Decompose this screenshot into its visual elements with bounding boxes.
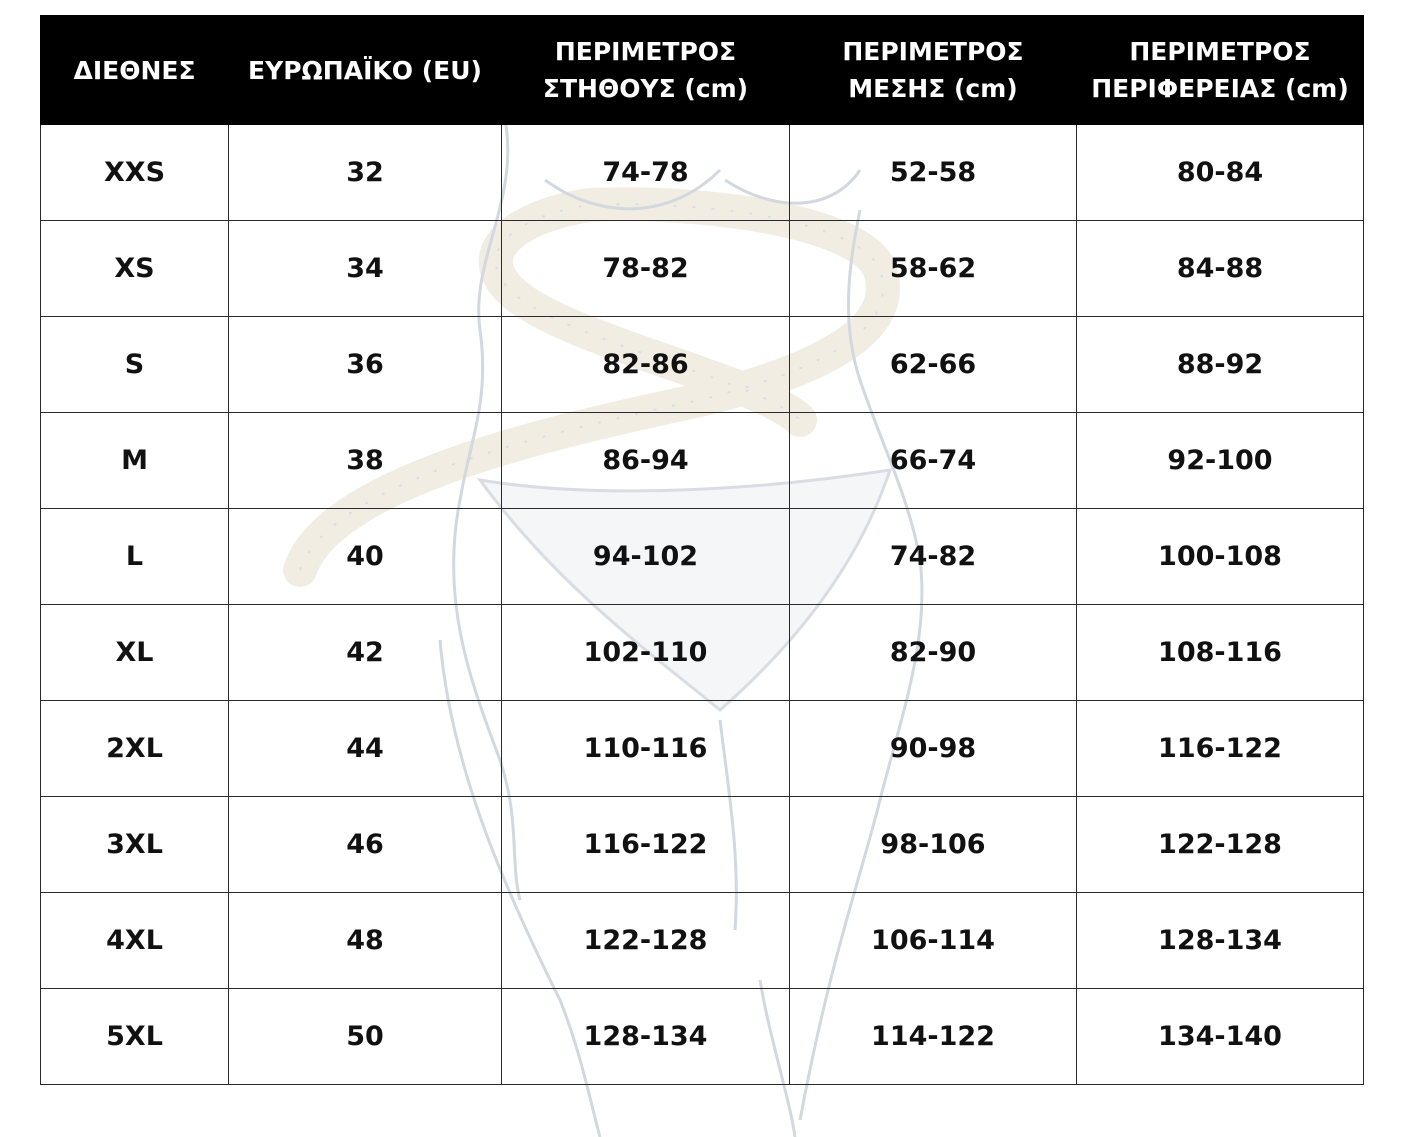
header-european-eu: ΕΥΡΩΠΑΪΚΟ (EU) bbox=[229, 16, 502, 125]
cell-hips: 134-140 bbox=[1077, 989, 1364, 1085]
table-row bbox=[41, 125, 1364, 221]
cell-hips: 116-122 bbox=[1077, 701, 1364, 797]
table-row bbox=[41, 413, 1364, 509]
cell-hips: 88-92 bbox=[1077, 317, 1364, 413]
cell-waist: 62-66 bbox=[790, 317, 1077, 413]
cell-waist: 74-82 bbox=[790, 509, 1077, 605]
header-hip-circumference: ΠΕΡΙΜΕΤΡΟΣ ΠΕΡΙΦΕΡΕΙΑΣ (cm) bbox=[1077, 16, 1364, 125]
cell-international: 4XL bbox=[41, 893, 229, 989]
table-row bbox=[41, 317, 1364, 413]
table-header bbox=[41, 16, 1364, 125]
cell-international: 3XL bbox=[41, 797, 229, 893]
cell-waist: 114-122 bbox=[790, 989, 1077, 1085]
cell-european: 40 bbox=[229, 509, 502, 605]
cell-bust: 94-102 bbox=[502, 509, 790, 605]
cell-european: 46 bbox=[229, 797, 502, 893]
table-row bbox=[41, 989, 1364, 1085]
table-row bbox=[41, 605, 1364, 701]
cell-european: 32 bbox=[229, 125, 502, 221]
cell-waist: 98-106 bbox=[790, 797, 1077, 893]
cell-international: L bbox=[41, 509, 229, 605]
cell-waist: 58-62 bbox=[790, 221, 1077, 317]
cell-hips: 100-108 bbox=[1077, 509, 1364, 605]
cell-european: 36 bbox=[229, 317, 502, 413]
cell-european: 44 bbox=[229, 701, 502, 797]
cell-european: 42 bbox=[229, 605, 502, 701]
cell-international: XXS bbox=[41, 125, 229, 221]
cell-international: XS bbox=[41, 221, 229, 317]
header-waist-circumference: ΠΕΡΙΜΕΤΡΟΣ ΜΕΣΗΣ (cm) bbox=[790, 16, 1077, 125]
cell-hips: 80-84 bbox=[1077, 125, 1364, 221]
cell-international: M bbox=[41, 413, 229, 509]
cell-hips: 128-134 bbox=[1077, 893, 1364, 989]
cell-bust: 78-82 bbox=[502, 221, 790, 317]
cell-bust: 86-94 bbox=[502, 413, 790, 509]
header-row bbox=[41, 16, 1364, 125]
cell-international: S bbox=[41, 317, 229, 413]
cell-bust: 122-128 bbox=[502, 893, 790, 989]
table-row bbox=[41, 221, 1364, 317]
header-bust-circumference: ΠΕΡΙΜΕΤΡΟΣ ΣΤΗΘΟΥΣ (cm) bbox=[502, 16, 790, 125]
cell-international: 5XL bbox=[41, 989, 229, 1085]
cell-waist: 90-98 bbox=[790, 701, 1077, 797]
size-chart-table bbox=[40, 15, 1364, 1085]
table-row bbox=[41, 509, 1364, 605]
cell-bust: 128-134 bbox=[502, 989, 790, 1085]
cell-european: 34 bbox=[229, 221, 502, 317]
cell-european: 50 bbox=[229, 989, 502, 1085]
cell-international: 2XL bbox=[41, 701, 229, 797]
cell-european: 38 bbox=[229, 413, 502, 509]
header-international: ΔΙΕΘΝΕΣ bbox=[41, 16, 229, 125]
cell-waist: 52-58 bbox=[790, 125, 1077, 221]
cell-hips: 108-116 bbox=[1077, 605, 1364, 701]
cell-european: 48 bbox=[229, 893, 502, 989]
cell-hips: 84-88 bbox=[1077, 221, 1364, 317]
table-body bbox=[41, 125, 1364, 1085]
cell-bust: 102-110 bbox=[502, 605, 790, 701]
cell-bust: 110-116 bbox=[502, 701, 790, 797]
table-row bbox=[41, 797, 1364, 893]
cell-bust: 116-122 bbox=[502, 797, 790, 893]
table-row bbox=[41, 701, 1364, 797]
table-row bbox=[41, 893, 1364, 989]
cell-waist: 66-74 bbox=[790, 413, 1077, 509]
cell-international: XL bbox=[41, 605, 229, 701]
cell-hips: 122-128 bbox=[1077, 797, 1364, 893]
cell-waist: 106-114 bbox=[790, 893, 1077, 989]
cell-bust: 74-78 bbox=[502, 125, 790, 221]
cell-waist: 82-90 bbox=[790, 605, 1077, 701]
cell-hips: 92-100 bbox=[1077, 413, 1364, 509]
cell-bust: 82-86 bbox=[502, 317, 790, 413]
